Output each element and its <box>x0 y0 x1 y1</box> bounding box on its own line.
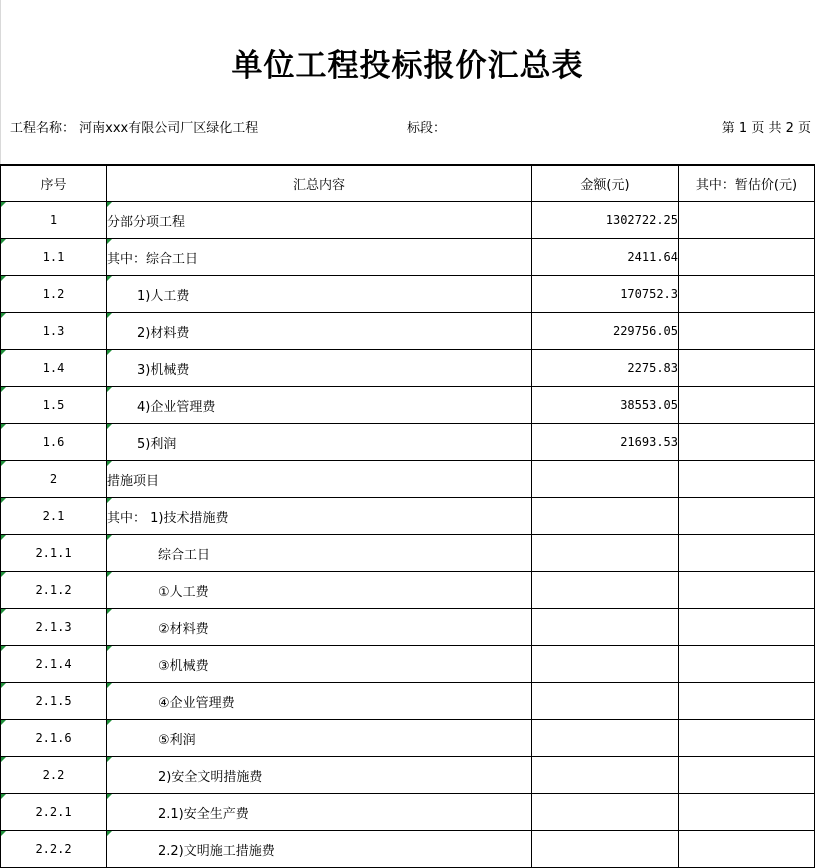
cell-marker-icon <box>1 313 6 318</box>
cell-marker-icon <box>1 757 6 762</box>
cell-seq[interactable]: 1 <box>1 202 107 239</box>
cell-seq[interactable]: 1.2 <box>1 276 107 313</box>
cell-amount[interactable]: 170752.3 <box>532 276 679 313</box>
cell-amount[interactable] <box>532 461 679 498</box>
cell-seq[interactable]: 2.1.5 <box>1 683 107 720</box>
cell-content[interactable]: 其中：综合工日 <box>107 239 532 276</box>
cell-provisional[interactable] <box>679 794 815 831</box>
cell-seq[interactable]: 1.4 <box>1 350 107 387</box>
cell-content[interactable]: 分部分项工程 <box>107 202 532 239</box>
cell-marker-icon <box>1 424 6 429</box>
cell-amount[interactable] <box>532 831 679 868</box>
cell-marker-icon <box>107 239 112 244</box>
page-indicator: 第 1 页 共 2 页 <box>721 121 811 136</box>
project-info <box>10 117 258 136</box>
cell-marker-icon <box>107 276 112 281</box>
cell-marker-icon <box>1 239 6 244</box>
cell-marker-icon <box>107 313 112 318</box>
cell-marker-icon <box>1 498 6 503</box>
cell-amount[interactable]: 2275.83 <box>532 350 679 387</box>
cell-marker-icon <box>1 683 6 688</box>
table-row <box>1 683 815 720</box>
cell-marker-icon <box>1 794 6 799</box>
table-row <box>1 350 815 387</box>
cell-content[interactable]: 1)人工费 <box>107 276 532 313</box>
cell-amount[interactable]: 2411.64 <box>532 239 679 276</box>
table-row <box>1 239 815 276</box>
cell-provisional[interactable] <box>679 276 815 313</box>
cell-seq[interactable]: 2.1.6 <box>1 720 107 757</box>
cell-provisional[interactable] <box>679 720 815 757</box>
cell-content[interactable]: ②材料费 <box>107 609 532 646</box>
cell-amount[interactable]: 38553.05 <box>532 387 679 424</box>
cell-seq[interactable]: 2.1.3 <box>1 609 107 646</box>
cell-seq[interactable]: 2.1 <box>1 498 107 535</box>
cell-provisional[interactable] <box>679 313 815 350</box>
header-amount: 金额(元) <box>532 165 679 202</box>
page-title: 单位工程投标报价汇总表 <box>231 48 584 84</box>
cell-amount[interactable]: 1302722.25 <box>532 202 679 239</box>
cell-marker-icon <box>1 535 6 540</box>
cell-marker-icon <box>1 831 6 836</box>
cell-provisional[interactable] <box>679 646 815 683</box>
cell-seq[interactable]: 2.1.2 <box>1 572 107 609</box>
cell-provisional[interactable] <box>679 572 815 609</box>
cell-content[interactable]: 2)安全文明措施费 <box>107 757 532 794</box>
cell-content[interactable]: ③机械费 <box>107 646 532 683</box>
cell-content[interactable]: 3)机械费 <box>107 350 532 387</box>
cell-provisional[interactable] <box>679 683 815 720</box>
table-row <box>1 387 815 424</box>
cell-seq[interactable]: 1.6 <box>1 424 107 461</box>
cell-marker-icon <box>107 350 112 355</box>
cell-marker-icon <box>107 202 112 207</box>
cell-marker-icon <box>1 350 6 355</box>
cell-marker-icon <box>107 535 112 540</box>
header-provisional: 其中：暂估价(元) <box>679 165 815 202</box>
header-seq: 序号 <box>1 165 107 202</box>
project-name: 河南xxx有限公司厂区绿化工程 <box>79 121 259 136</box>
cell-seq[interactable]: 2.1.4 <box>1 646 107 683</box>
summary-table <box>0 164 815 868</box>
cell-amount[interactable] <box>532 757 679 794</box>
section-label: 标段： <box>407 121 447 136</box>
cell-seq[interactable]: 2.1.1 <box>1 535 107 572</box>
cell-content[interactable]: 2.2)文明施工措施费 <box>107 831 532 868</box>
cell-seq[interactable]: 2.2 <box>1 757 107 794</box>
table-row <box>1 498 815 535</box>
cell-amount[interactable] <box>532 609 679 646</box>
cell-content[interactable]: 综合工日 <box>107 535 532 572</box>
cell-provisional[interactable] <box>679 461 815 498</box>
cell-seq[interactable]: 1.3 <box>1 313 107 350</box>
cell-amount[interactable]: 21693.53 <box>532 424 679 461</box>
table-row <box>1 757 815 794</box>
cell-marker-icon <box>107 794 112 799</box>
table-row <box>1 609 815 646</box>
cell-provisional[interactable] <box>679 424 815 461</box>
cell-seq[interactable]: 2 <box>1 461 107 498</box>
cell-provisional[interactable] <box>679 498 815 535</box>
cell-seq[interactable]: 2.2.2 <box>1 831 107 868</box>
cell-amount[interactable] <box>532 572 679 609</box>
cell-marker-icon <box>1 276 6 281</box>
table-row <box>1 461 815 498</box>
table-row <box>1 535 815 572</box>
cell-seq[interactable]: 2.2.1 <box>1 794 107 831</box>
cell-marker-icon <box>107 572 112 577</box>
cell-content[interactable]: 2.1)安全生产费 <box>107 794 532 831</box>
table-header-row <box>1 165 815 202</box>
cell-marker-icon <box>1 461 6 466</box>
cell-provisional[interactable] <box>679 202 815 239</box>
cell-amount[interactable] <box>532 720 679 757</box>
cell-amount[interactable] <box>532 535 679 572</box>
cell-provisional[interactable] <box>679 609 815 646</box>
project-label: 工程名称： <box>10 121 76 136</box>
cell-content[interactable]: ⑤利润 <box>107 720 532 757</box>
table-row <box>1 831 815 868</box>
table-row <box>1 572 815 609</box>
cell-amount[interactable] <box>532 646 679 683</box>
cell-marker-icon <box>1 720 6 725</box>
header-content: 汇总内容 <box>107 165 532 202</box>
cell-provisional[interactable] <box>679 239 815 276</box>
cell-marker-icon <box>107 720 112 725</box>
cell-marker-icon <box>107 387 112 392</box>
table-row <box>1 313 815 350</box>
table-row <box>1 424 815 461</box>
cell-provisional[interactable] <box>679 757 815 794</box>
cell-content[interactable]: ①人工费 <box>107 572 532 609</box>
table-row <box>1 646 815 683</box>
cell-marker-icon <box>107 498 112 503</box>
cell-marker-icon <box>1 646 6 651</box>
cell-marker-icon <box>107 609 112 614</box>
cell-content[interactable]: ④企业管理费 <box>107 683 532 720</box>
cell-marker-icon <box>107 424 112 429</box>
cell-amount[interactable] <box>532 498 679 535</box>
cell-provisional[interactable] <box>679 831 815 868</box>
cell-marker-icon <box>1 572 6 577</box>
table-row <box>1 276 815 313</box>
cell-amount[interactable]: 229756.05 <box>532 313 679 350</box>
cell-marker-icon <box>1 387 6 392</box>
table-row <box>1 794 815 831</box>
cell-marker-icon <box>1 202 6 207</box>
cell-marker-icon <box>107 757 112 762</box>
cell-marker-icon <box>107 646 112 651</box>
cell-marker-icon <box>107 831 112 836</box>
cell-seq[interactable]: 1.5 <box>1 387 107 424</box>
cell-provisional[interactable] <box>679 387 815 424</box>
cell-provisional[interactable] <box>679 535 815 572</box>
cell-amount[interactable] <box>532 683 679 720</box>
cell-content[interactable]: 措施项目 <box>107 461 532 498</box>
cell-content[interactable]: 4)企业管理费 <box>107 387 532 424</box>
cell-marker-icon <box>107 461 112 466</box>
cell-marker-icon <box>1 609 6 614</box>
cell-content[interactable]: 2)材料费 <box>107 313 532 350</box>
cell-content[interactable]: 其中： 1)技术措施费 <box>107 498 532 535</box>
cell-content[interactable]: 5)利润 <box>107 424 532 461</box>
table-row <box>1 202 815 239</box>
cell-provisional[interactable] <box>679 350 815 387</box>
cell-marker-icon <box>107 683 112 688</box>
cell-amount[interactable] <box>532 794 679 831</box>
table-row <box>1 720 815 757</box>
cell-seq[interactable]: 1.1 <box>1 239 107 276</box>
